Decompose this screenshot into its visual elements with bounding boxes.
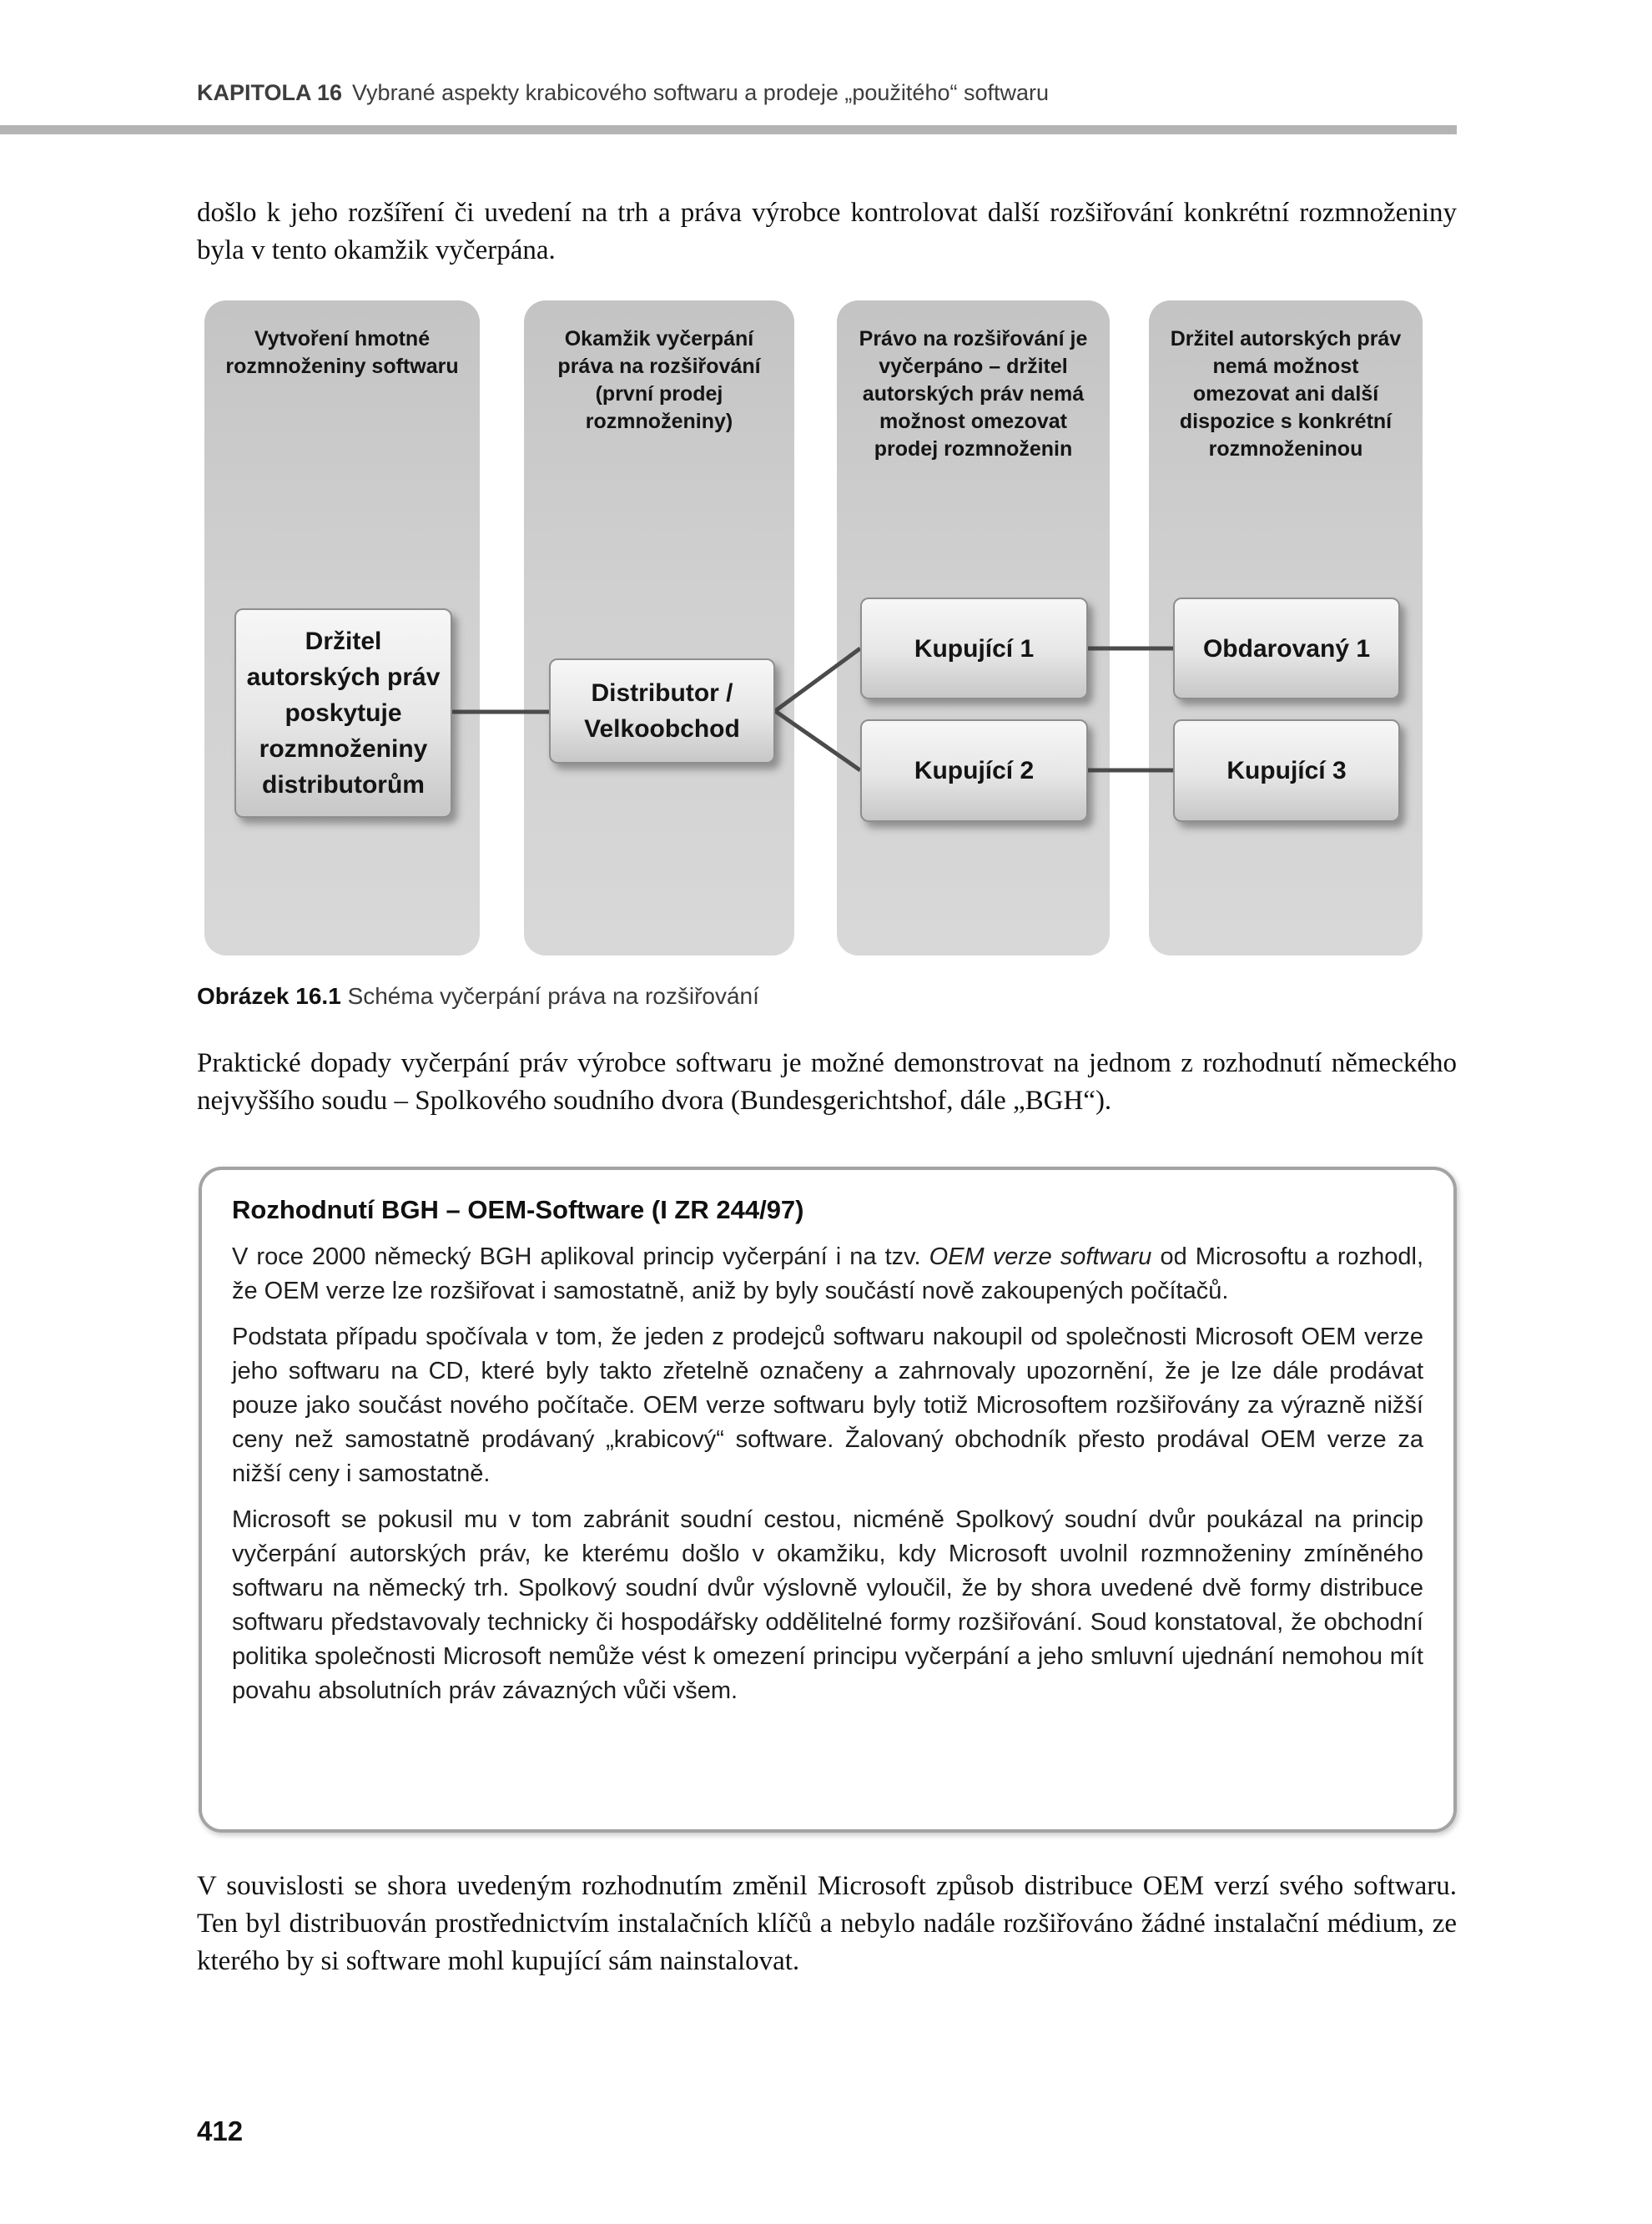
figure-caption-label: Obrázek 16.1 xyxy=(197,983,341,1009)
bgh-p1-text-after: od Microsoftu a rozhodl, že OEM verze lze rozšiřovat i samostatně, aniž by byly součástí nově zakoupených počítačů. xyxy=(232,1243,1424,1304)
chapter-label: KAPITOLA 16 xyxy=(197,80,343,105)
running-header xyxy=(197,80,1457,106)
diagram-column-creation-header: Vytvoření hmotné rozmnoženiny softwaru xyxy=(225,327,459,378)
diagram-column-exhaustion-moment-header: Okamžik vyčerpání práva na rozšiřování (první prodej rozmnoženiny) xyxy=(557,327,761,433)
figure-caption xyxy=(197,983,1457,1010)
figure-caption-text: Schéma vyčerpání práva na rozšiřování xyxy=(347,983,759,1009)
closing-paragraph: V souvislosti se shora uvedeným rozhodnutím změnil Microsoft způsob distribuce OEM verzí svého softwaru. Ten byl distribuován prostřednictvím instalačních klíčů a nebylo nadále rozšiřováno žádné instalační médium, ze kterého by si software mohl kupující sám nainstalovat. xyxy=(197,1871,1457,1976)
bgh-box-paragraph-2: Podstata případu spočívala v tom, že jeden z prodejců softwaru nakoupil od společnosti Microsoft OEM verze jeho softwaru na CD, které byly takto zřetelně označeny a zahrnovaly upozornění, že je lze dále prodávat pouze jako součást nového počítače. OEM verze softwaru byly totiž Microsoftem rozšiřovány za výrazně nižší ceny než samostatně prodávaný „krabicový“ software. Žalovaný obchodník přesto prodával OEM verze za nižší ceny i samostatně. xyxy=(232,1324,1423,1487)
diagram-node-buyer-1: Kupující 1 xyxy=(860,598,1088,699)
diagram-node-distributor: Distributor / Velkoobchod xyxy=(549,658,775,764)
bgh-box-paragraph-3: Microsoft se pokusil mu v tom zabránit soudní cestou, nicméně Spolkový soudní dvůr poukázal na princip vyčerpání autorských práv, ke kterému došlo v okamžiku, kdy Microsoft uvolnil rozmnoženiny zmíněného softwaru na německý trh. Spolkový soudní dvůr výslovně vyloučil, že by shora uvedené dvě formy distribuce softwaru představovaly technicky či hospodářsky oddělitelné formy rozšiřování. Soud konstatoval, že obchodní politika společnosti Microsoft nemůže vést k omezení principu vyčerpání a jeho smluvní ujednání nemohou mít povahu absolutních práv závazných vůči všem. xyxy=(232,1506,1423,1704)
diagram-node-buyer-2: Kupující 2 xyxy=(860,719,1088,822)
page-number: 412 xyxy=(197,2116,244,2146)
exhaustion-diagram xyxy=(204,300,1423,956)
diagram-column-exhaustion-moment xyxy=(524,300,794,956)
diagram-node-rights-holder: Držitel autorských práv poskytuje rozmnoženiny distributorům xyxy=(234,608,452,818)
diagram-node-buyer-3: Kupující 3 xyxy=(1173,719,1400,822)
diagram-column-further-disposition-header: Držitel autorských práv nemá možnost omezovat ani další dispozice s konkrétní rozmnoženinou xyxy=(1170,327,1402,461)
bgh-intro-paragraph: Praktické dopady vyčerpání práv výrobce softwaru je možné demonstrovat na jednom z rozhodnutí německého nejvyššího soudu – Spolkového soudního dvora (Bundesgerichtshof, dále „BGH“). xyxy=(197,1048,1457,1116)
bgh-decision-box xyxy=(199,1167,1457,1833)
chapter-title: Vybrané aspekty krabicového softwaru a prodeje „použitého“ softwaru xyxy=(352,80,1050,105)
bgh-p1-text: V roce 2000 německý BGH aplikoval princip vyčerpání i na tzv. xyxy=(232,1243,929,1270)
bgh-box-paragraph-1 xyxy=(232,1240,1423,1309)
diagram-node-donee-1: Obdarovaný 1 xyxy=(1173,598,1400,699)
intro-paragraph: došlo k jeho rozšíření či uvedení na trh a práva výrobce kontrolovat další rozšiřování konkrétní rozmnoženiny byla v tento okamžik vyčerpána. xyxy=(197,198,1457,265)
header-rule xyxy=(0,125,1457,134)
bgh-p1-italic-phrase: OEM verze softwaru xyxy=(929,1243,1152,1270)
bgh-box-title: Rozhodnutí BGH – OEM-Software (I ZR 244/97) xyxy=(232,1195,804,1224)
diagram-column-right-exhausted-header: Právo na rozšiřování je vyčerpáno – držitel autorských práv nemá možnost omezovat prodej rozmnoženin xyxy=(859,327,1088,461)
